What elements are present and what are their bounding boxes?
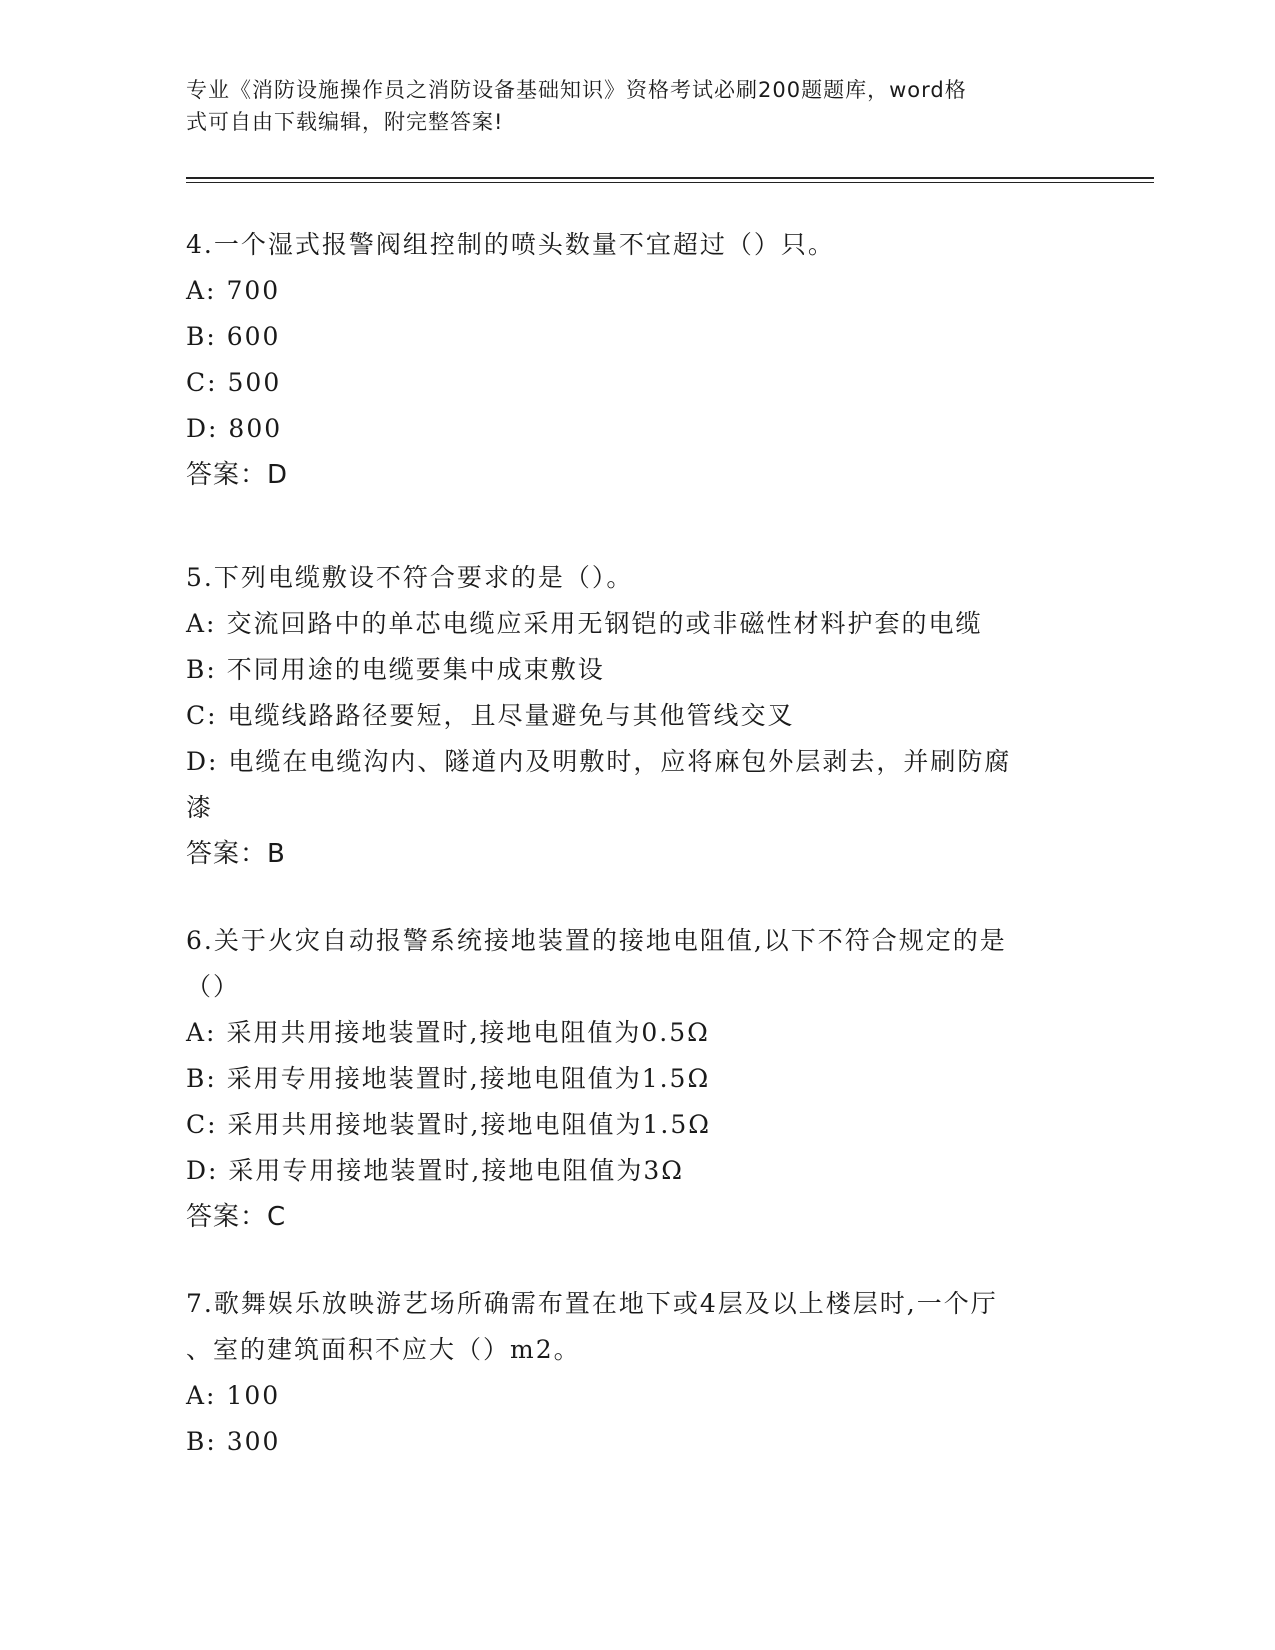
- header-divider-thick: [186, 177, 1154, 179]
- option-b: [186, 1056, 1086, 1102]
- question-stem-continuation: （）: [186, 972, 241, 1001]
- option-label: D:: [186, 747, 219, 776]
- option-label: B:: [186, 322, 217, 351]
- question-6: [186, 918, 1086, 1240]
- option-text: 不同用途的电缆要集中成束敷设: [226, 655, 605, 684]
- option-text: 300: [226, 1427, 281, 1456]
- option-label: D:: [186, 414, 219, 443]
- option-text: 800: [228, 414, 283, 443]
- option-label: D:: [186, 1156, 219, 1185]
- option-text: 电缆线路路径要短，且尽量避免与其他管线交叉: [227, 701, 795, 730]
- option-b: [186, 1419, 1086, 1465]
- option-d: [186, 1148, 1086, 1194]
- option-text: 500: [227, 368, 282, 397]
- option-label: B:: [186, 655, 217, 684]
- option-d-continuation: 漆: [186, 793, 214, 822]
- question-7: [186, 1281, 1086, 1465]
- answer-line: 答案：C: [186, 1202, 287, 1232]
- option-label: A:: [186, 1381, 217, 1410]
- question-5: [186, 555, 1086, 877]
- option-label: C:: [186, 1110, 218, 1139]
- option-text: 交流回路中的单芯电缆应采用无钢铠的或非磁性材料护套的电缆: [226, 609, 983, 638]
- option-a: [186, 1010, 1086, 1056]
- option-label: C:: [186, 701, 218, 730]
- option-text: 600: [226, 322, 281, 351]
- option-label: A:: [186, 1018, 217, 1047]
- option-label: B:: [186, 1427, 217, 1456]
- option-text: 采用专用接地装置时,接地电阻值为3Ω: [228, 1156, 685, 1185]
- option-text: 700: [226, 276, 281, 305]
- option-c: [186, 1102, 1086, 1148]
- option-c: [186, 693, 1086, 739]
- question-stem-continuation: 、室的建筑面积不应大（）m2。: [186, 1335, 581, 1364]
- question-stem: 5.下列电缆敷设不符合要求的是（）。: [186, 563, 634, 592]
- header-line-2: 式可自由下载编辑，附完整答案!: [186, 110, 504, 134]
- answer-line: 答案：B: [186, 839, 286, 869]
- option-b: [186, 314, 1086, 360]
- question-stem: 4.一个湿式报警阀组控制的喷头数量不宜超过（）只。: [186, 230, 835, 259]
- option-text: 采用共用接地装置时,接地电阻值为1.5Ω: [227, 1110, 711, 1139]
- option-c: [186, 360, 1086, 406]
- option-text: 采用专用接地装置时,接地电阻值为1.5Ω: [226, 1064, 711, 1093]
- option-b: [186, 647, 1086, 693]
- question-4: [186, 222, 1086, 498]
- option-text: 电缆在电缆沟内、隧道内及明敷时，应将麻包外层剥去，并刷防腐: [228, 747, 1012, 776]
- option-d: [186, 739, 1086, 785]
- option-a: [186, 268, 1086, 314]
- question-stem: 7.歌舞娱乐放映游艺场所确需布置在地下或4层及以上楼层时,一个厅: [186, 1289, 998, 1318]
- question-stem: 6.关于火灾自动报警系统接地装置的接地电阻值,以下不符合规定的是: [186, 926, 1007, 955]
- option-label: A:: [186, 276, 217, 305]
- header-line-1: 专业《消防设施操作员之消防设备基础知识》资格考试必刷200题题库，word格: [186, 78, 967, 102]
- document-header: [186, 74, 1066, 138]
- option-text: 采用共用接地装置时,接地电阻值为0.5Ω: [226, 1018, 710, 1047]
- option-a: [186, 601, 1086, 647]
- option-a: [186, 1373, 1086, 1419]
- option-label: A:: [186, 609, 217, 638]
- option-text: 100: [226, 1381, 281, 1410]
- answer-line: 答案：D: [186, 460, 289, 490]
- option-label: C:: [186, 368, 218, 397]
- header-divider-thin: [186, 182, 1154, 183]
- option-d: [186, 406, 1086, 452]
- option-label: B:: [186, 1064, 217, 1093]
